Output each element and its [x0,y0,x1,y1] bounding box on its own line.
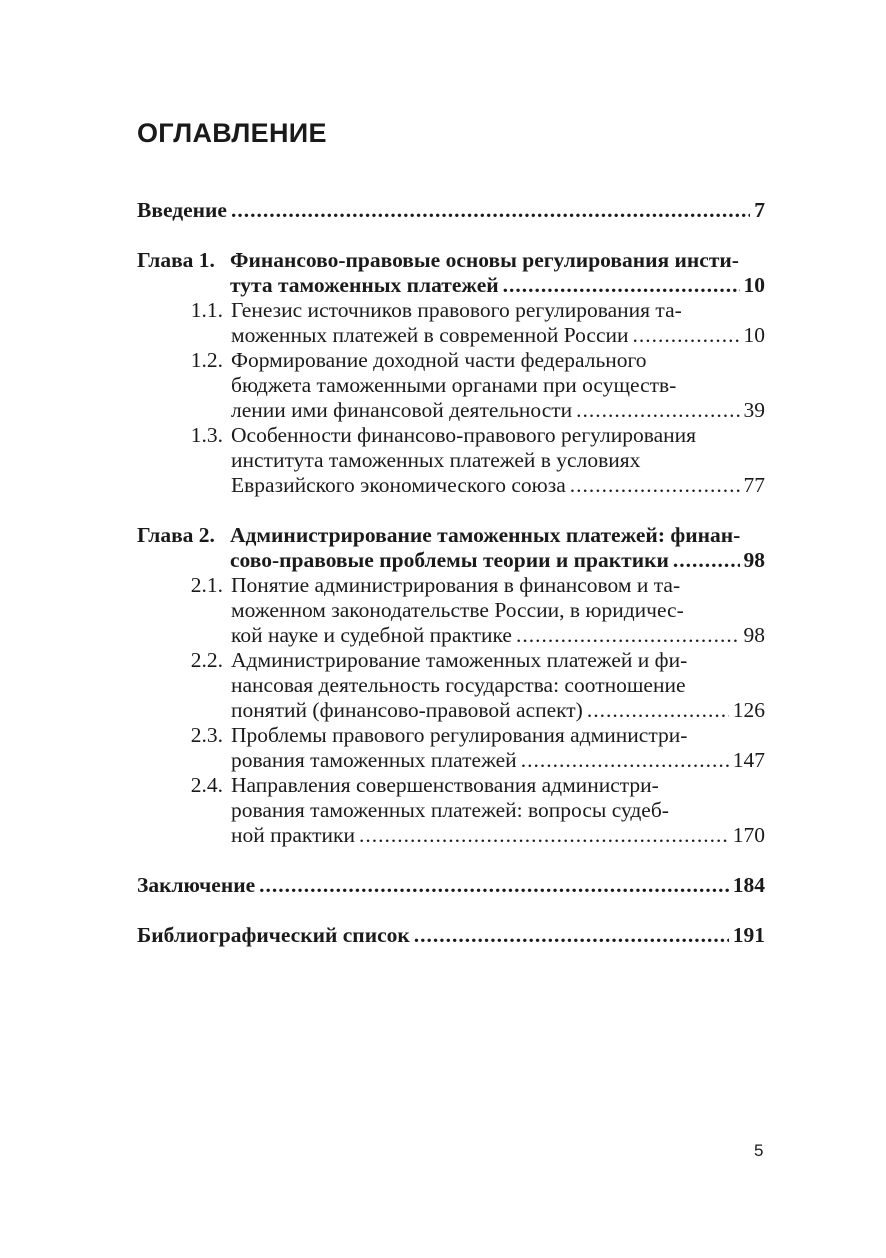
section-number: 1.1. [190,298,223,322]
section-page: 98 [743,623,765,647]
section-page: 10 [743,323,765,347]
dot-leader [576,398,739,423]
chapter-heading-line [137,523,765,548]
section-page: 170 [732,823,765,847]
section-title-line: моженном законодательстве России, в юридичес- [231,598,684,622]
dot-leader [359,823,729,848]
section-page: 147 [732,748,765,772]
section-number: 1.3. [190,423,223,447]
toc-section-2-3[interactable] [137,723,765,773]
toc-entry-introduction[interactable] [137,198,765,223]
section-title-line: кой науке и судебной практике [231,623,512,647]
toc-section-2-4[interactable] [137,773,765,848]
section-title-line: Особенности финансово-правового регулирования [231,423,697,447]
section-title-line: Проблемы правового регулирования администри- [231,723,688,747]
dot-leader [521,748,729,773]
section-title-line: моженных платежей в современной России [231,323,629,347]
toc-entry-conclusion[interactable] [137,873,765,898]
dot-leader [570,473,740,498]
section-title-line: Направления совершенствования администри- [231,773,659,797]
dot-leader [414,923,729,948]
section-number: 2.3. [190,723,223,747]
dot-leader [503,273,740,298]
toc-section-1-1[interactable] [137,298,765,348]
chapter-page: 10 [743,273,765,297]
toc-entry-page: 184 [732,873,765,897]
page-number: 5 [754,1141,764,1160]
chapter-page: 98 [743,548,765,572]
toc-entry-title: Заключение [137,873,256,897]
section-page: 39 [743,398,765,422]
dot-leader [633,323,740,348]
toc-section-1-2[interactable] [137,348,765,423]
chapter-heading-line [137,273,765,298]
chapter-title-line: тута таможенных платежей [230,273,499,297]
section-number: 1.2. [190,348,223,372]
chapter-heading-line [137,248,765,273]
dot-leader [231,198,750,223]
section-page: 126 [732,698,765,722]
toc-entry-page: 191 [732,923,765,947]
section-title-line: ной практики [231,823,355,847]
toc-entry-title: Библиографический список [137,923,410,947]
chapter-title-line: сово-правовые проблемы теории и практики [230,548,669,572]
chapter-title-line: Финансово-правовые основы регулирования инсти- [230,248,739,272]
toc-chapter-1[interactable] [137,248,765,498]
section-number: 2.4. [190,773,223,797]
section-title-line: рования таможенных платежей: вопросы судеб- [231,798,669,822]
section-title-line: Генезис источников правового регулирования та- [231,298,682,322]
toc-entry-title: Введение [137,198,227,222]
section-title-line: Администрирование таможенных платежей и фи- [231,648,688,672]
section-title-line: Евразийского экономического союза [231,473,566,497]
section-title-line: понятий (финансово-правовой аспект) [231,698,583,722]
toc-entry-page: 7 [754,198,765,222]
chapter-heading-line [137,548,765,573]
page-title: ОГЛАВЛЕНИЕ [137,118,327,148]
toc-entry-bibliography[interactable] [137,923,765,948]
section-number: 2.1. [190,573,223,597]
dot-leader [259,873,729,898]
section-title-line: нансовая деятельность государства: соотношение [231,673,686,697]
dot-leader [673,548,740,573]
section-title-line: Понятие администрирования в финансовом и та- [231,573,681,597]
section-number: 2.2. [190,648,223,672]
table-of-contents [137,198,765,948]
dot-leader [587,698,729,723]
section-title-line: лении ими финансовой деятельности [231,398,573,422]
section-title-line: института таможенных платежей в условиях [231,448,641,472]
chapter-prefix: Глава 2. [137,523,215,547]
toc-section-2-2[interactable] [137,648,765,723]
section-title-line: Формирование доходной части федерального [231,348,647,372]
section-title-line: бюджета таможенными органами при осуществ- [231,373,677,397]
chapter-title-line: Администрирование таможенных платежей: финан- [230,523,741,547]
toc-section-1-3[interactable] [137,423,765,498]
section-title-line: рования таможенных платежей [231,748,517,772]
toc-chapter-2[interactable] [137,523,765,848]
toc-section-2-1[interactable] [137,573,765,648]
chapter-prefix: Глава 1. [137,248,215,272]
section-page: 77 [743,473,765,497]
dot-leader [516,623,740,648]
